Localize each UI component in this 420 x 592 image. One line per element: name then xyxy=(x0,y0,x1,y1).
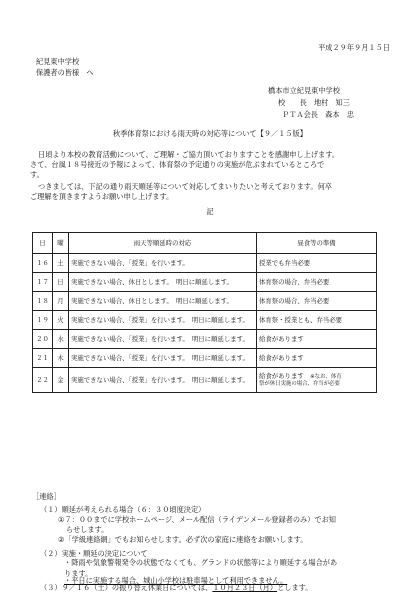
lunch-note-2: 祭が休日実施の場合、弁当が必要 xyxy=(259,381,340,387)
recipient-school: 紀見東中学校 xyxy=(36,57,80,66)
cell-dow: 水 xyxy=(53,330,69,349)
cell-day: ２１ xyxy=(33,349,53,368)
note-3-text-c: とします。 xyxy=(277,583,313,592)
cell-day: ２０ xyxy=(33,330,53,349)
table-row xyxy=(33,368,377,393)
cell-lunch: 体育祭の場合、弁当必要 xyxy=(257,273,377,292)
table-header-row xyxy=(33,233,377,254)
note-3-date: １０月２３日（月） xyxy=(212,583,278,592)
cell-day: １９ xyxy=(33,311,53,330)
cell-action: 実施できない場合、「授業」を行います。 明日に順延します。 xyxy=(69,311,257,330)
note-2-item-2: ・平日に実施する場合、城山小学校は駐車場として利用できません。 xyxy=(64,576,288,585)
sender-school: 橋本市立紀見東中学校 xyxy=(268,86,340,95)
table-row xyxy=(33,349,377,368)
cell-lunch: 給食があります xyxy=(257,330,377,349)
table-row xyxy=(33,292,377,311)
body-paragraph-2a: つきましては、下記の通り雨天順延等について対応してまいりたいと考えております。何卒 xyxy=(38,182,332,191)
cell-dow: 火 xyxy=(53,311,69,330)
cell-lunch: 給食があります xyxy=(257,349,377,368)
cell-lunch: 授業でも弁当必要 xyxy=(257,254,377,273)
cell-day: ２２ xyxy=(33,368,53,393)
sender-pta-chair: ＰＴＡ会長 森本 忠 xyxy=(282,110,354,119)
cell-action: 実施できない場合、「授業」を行います。 明日に順延します。 xyxy=(69,368,257,393)
cell-action: 実施できない場合、休日とします。 明日に順延します。 xyxy=(69,273,257,292)
body-paragraph-2b: ご理解を頂きますようお願い申し上げます。 xyxy=(30,192,174,201)
note-2-item-1-cont: ります。 xyxy=(64,569,93,578)
note-1-item-2: ②「学級連絡網」でもお知らせします。必ず次の家庭に連絡をお願いします。 xyxy=(58,535,308,544)
issue-date: 平成２９年９月１５日 xyxy=(318,43,390,52)
cell-dow: 日 xyxy=(53,273,69,292)
cell-dow: 月 xyxy=(53,292,69,311)
body-paragraph-1b: さて、台風１８号接近の予報によって、体育祭の予定通りの実施が危ぶまれているところで xyxy=(30,160,325,169)
cell-dow: 土 xyxy=(53,254,69,273)
cell-action: 実施できない場合、休日とします。 明日に順延します。 xyxy=(69,292,257,311)
body-paragraph-1c: す。 xyxy=(30,170,44,179)
body-paragraph-1a: 日頃より本校の教育活動について、ご理解・ご協力頂いておりますことを感謝申し上げます。 xyxy=(38,150,340,159)
cell-day: １７ xyxy=(33,273,53,292)
lunch-note-1: ※なお、体育 xyxy=(310,374,342,380)
cell-action: 実施できない場合、「授業」を行います。 明日に順延します。 xyxy=(69,330,257,349)
table-row xyxy=(33,254,377,273)
cell-dow: 金 xyxy=(53,368,69,393)
cell-lunch: 体育祭・授業とも、弁当必要 xyxy=(257,311,377,330)
header-dow: 曜 xyxy=(53,233,69,254)
header-action: 雨天等順延時の対応 xyxy=(69,233,257,254)
cell-lunch-multi xyxy=(257,368,377,393)
document-title: 秋季体育祭における雨天時の対応等について【９／１５版】 xyxy=(113,129,307,138)
note-3-text-a: （３）９／１６（土）の振り替え休業日については、 xyxy=(40,583,213,592)
cell-day: １８ xyxy=(33,292,53,311)
table-row xyxy=(33,311,377,330)
header-day: 日 xyxy=(33,233,53,254)
cell-action: 実施できない場合、「授業」を行います。 xyxy=(69,254,257,273)
cell-lunch: 体育祭の場合、弁当必要 xyxy=(257,292,377,311)
sender-principal: 校 長 地村 知三 xyxy=(278,98,350,107)
note-2: （２）実施・順延の決定について xyxy=(40,549,148,558)
cell-day: １６ xyxy=(33,254,53,273)
schedule-table xyxy=(32,232,377,393)
note-2-item-1-text: ・降雨や気象警報発令の状態でなくても、グランドの状態等により順延する場合があ xyxy=(64,558,338,567)
note-1-item-1: ①７：００までに学校ホームページ、メール配信（ライデンメール登録者のみ）でお知 xyxy=(58,515,336,524)
note-1-item-1-cont: らせします。 xyxy=(66,525,109,534)
ki-heading: 記 xyxy=(206,207,214,216)
cell-dow: 木 xyxy=(53,349,69,368)
note-1: （１）順延が考えられる場合（６：３０頃度決定） xyxy=(40,505,206,514)
notes-heading: ［連絡］ xyxy=(32,492,61,501)
note-2-item-1 xyxy=(64,558,337,568)
cell-lunch: 給食があります xyxy=(259,372,304,380)
header-lunch: 昼食等の準備 xyxy=(257,233,377,254)
cell-action: 実施できない場合、「授業」を行います。 明日に順延します。 xyxy=(69,349,257,368)
recipient-parents: 保護者の皆様 へ xyxy=(36,68,94,77)
table-row xyxy=(33,273,377,292)
table-row xyxy=(33,330,377,349)
